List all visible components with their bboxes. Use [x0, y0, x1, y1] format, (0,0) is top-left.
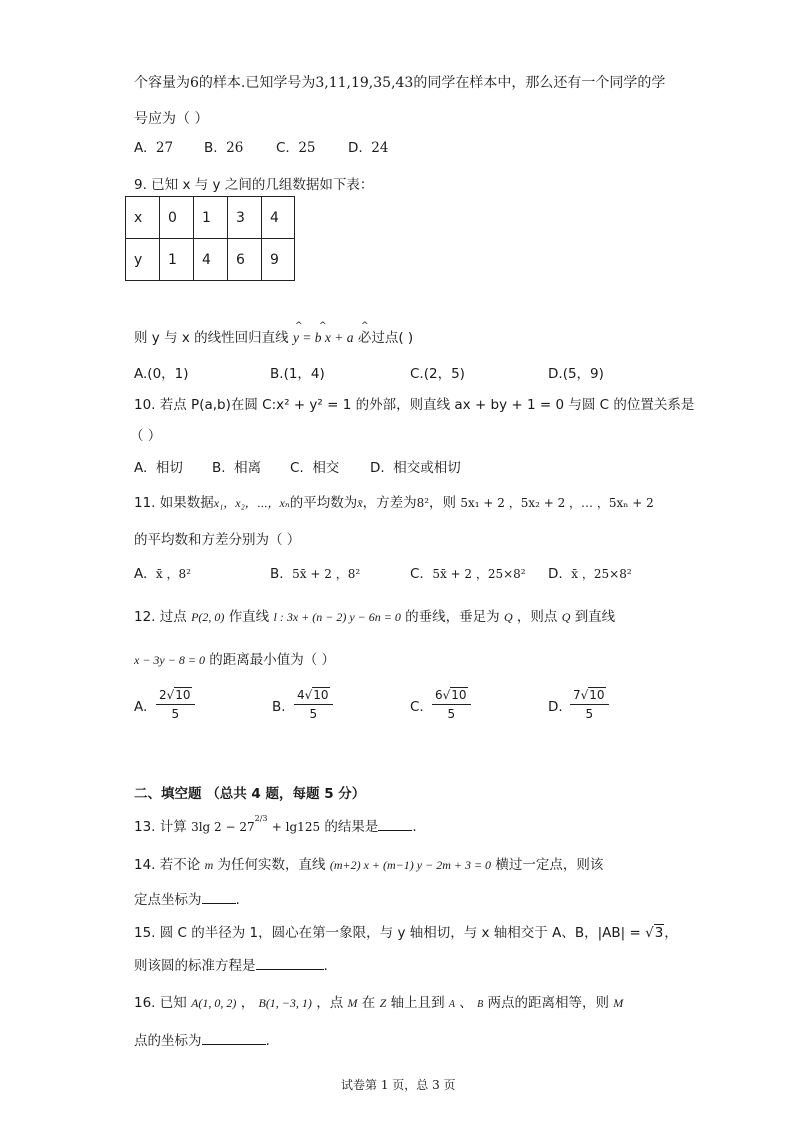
answer-blank[interactable]: [202, 1044, 266, 1045]
q12-option-b-fraction: $\frac{4√10}{5}$: [294, 688, 333, 721]
q8-option-b: B. 26: [204, 140, 244, 156]
q12-option-c-fraction: $\frac{6√10}{5}$: [432, 688, 471, 721]
q16-stem: 16. 已知 A(1, 0, 2) ， B(1, −3, 1) ，点 M 在 Z 轴上且到 A 、 B 两点的距离相等，则 M: [134, 995, 624, 1011]
table-row: [126, 239, 295, 281]
q15-line2: 则该圆的标准方程是 .: [134, 958, 328, 974]
q12-option-b-label: B.: [272, 699, 286, 715]
q9-option-c: C.(2，5): [410, 366, 465, 382]
q9-question: 则 y 与 x 的线性回归直线 ^ ^ ^ y = b x + a 必过点( ): [134, 321, 414, 346]
q10-option-c: C. 相交: [290, 460, 340, 476]
q8-line2: 号应为（ ）: [134, 111, 209, 127]
q14-line2: 定点坐标为 .: [134, 892, 240, 908]
table-cell: 3: [228, 197, 262, 239]
table-cell: 4: [194, 239, 228, 281]
q8-line1: 个容量为6的样本.已知学号为3,11,19,35,43的同学在样本中，那么还有一个同学的学: [134, 75, 666, 91]
table-cell: x: [126, 197, 160, 239]
q12-option-c-label: C.: [410, 699, 424, 715]
table-cell: y: [126, 239, 160, 281]
q9-data-table: [125, 196, 295, 281]
q12-option-d-fraction: $\frac{7√10}{5}$: [570, 688, 609, 721]
q11-option-c: C. 5x̄ + 2 ，25×8²: [410, 566, 526, 582]
q8-option-d: D. 24: [348, 140, 389, 156]
q10-option-d: D. 相交或相切: [370, 460, 461, 476]
q10-paren: （ ）: [130, 428, 162, 444]
answer-blank[interactable]: [256, 969, 324, 970]
q9-option-d: D.(5，9): [548, 366, 604, 382]
q12-option-d-label: D.: [548, 699, 563, 715]
answer-blank[interactable]: [378, 830, 412, 831]
q11-option-b: B. 5x̄ + 2 ，8²: [270, 566, 361, 582]
q13-stem: 13. 计算 3lg $2 - 27^{2/3} + \lg 125$ 的结果是 .: [134, 814, 417, 835]
q8-option-a: A. 27: [134, 140, 174, 156]
q11-option-d: D. x̄ ，25×8²: [548, 566, 632, 582]
q10-option-a: A. 相切: [134, 460, 183, 476]
section-heading-fill-in: 二、填空题 （总共 4 题，每题 5 分）: [134, 786, 366, 802]
answer-blank[interactable]: [202, 903, 236, 904]
q11-stem: 11. 如果数据x₁，x₂，⋯，xₙ的平均数为x̄，方差为8²，则 5x₁ + 2 ，5x₂ + 2 ，… ，5xₙ + 2: [134, 495, 654, 511]
q8-option-c: C. 25: [276, 140, 316, 156]
q11-line2: 的平均数和方差分别为（ ）: [134, 532, 301, 548]
q12-option-a-fraction: $\frac{2√10}{5}$: [156, 688, 195, 721]
table-cell: 9: [262, 239, 295, 281]
q9-option-a: A.(0，1): [134, 366, 189, 382]
q12-line2: x − 3y − 8 = 0 的距离最小值为（ ）: [134, 652, 336, 668]
q16-line2: 点的坐标为 .: [134, 1033, 270, 1049]
q9-stem: 9. 已知 x 与 y 之间的几组数据如下表：: [134, 177, 374, 193]
q10-option-b: B. 相离: [212, 460, 262, 476]
table-cell: 4: [262, 197, 295, 239]
table-cell: 1: [160, 239, 194, 281]
page-footer: 试卷第 1 页，总 3 页: [341, 1078, 456, 1092]
q14-stem: 14. 若不论 m 为任何实数，直线 (m+2) x + (m−1) y − 2m + 3 = 0 横过一定点，则该: [134, 857, 604, 873]
q12-stem: 12. 过点 P(2, 0) 作直线 l : 3x + (n − 2) y − 6n = 0 的垂线，垂足为 Q ，则点 Q 到直线: [134, 609, 616, 625]
regression-formula: ^ ^ ^ y = b x + a: [292, 321, 369, 345]
q12-option-a-label: A.: [134, 699, 148, 715]
q11-option-a: A. x̄ ，8²: [134, 566, 191, 582]
q15-stem: 15. 圆 C 的半径为 1，圆心在第一象限，与 y 轴相切，与 x 轴相交于 A、B，|AB| = √3，: [134, 925, 678, 941]
table-row: [126, 197, 295, 239]
table-cell: 6: [228, 239, 262, 281]
q9-option-b: B.(1，4): [270, 366, 325, 382]
table-cell: 1: [194, 197, 228, 239]
q10-stem: 10. 若点 P(a,b)在圆 C:x² + y² = 1 的外部，则直线 ax + by + 1 = 0 与圆 C 的位置关系是: [134, 397, 695, 413]
table-cell: 0: [160, 197, 194, 239]
